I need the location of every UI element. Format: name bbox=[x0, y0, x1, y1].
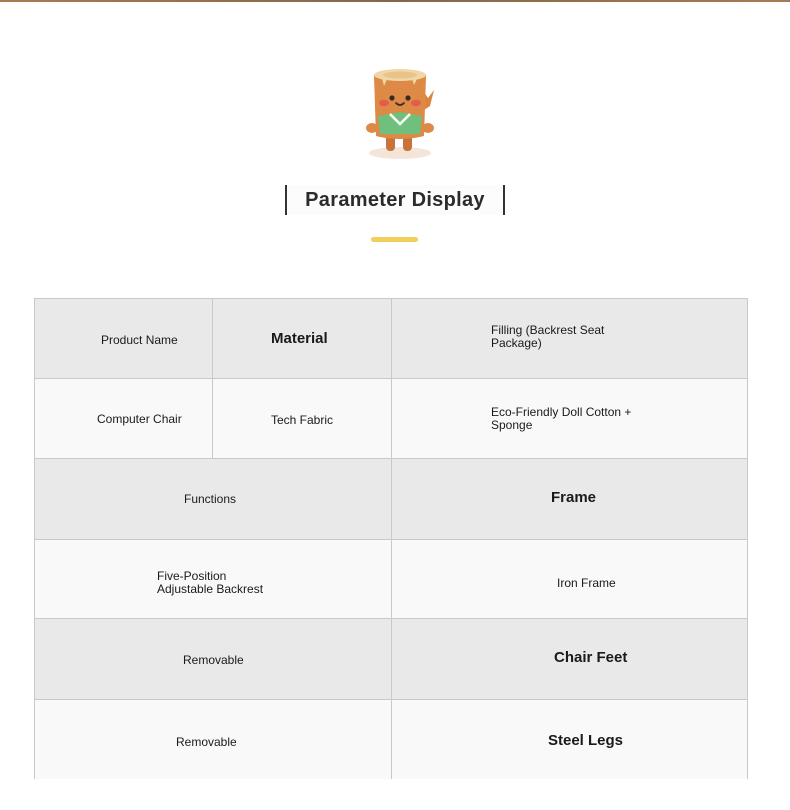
cell-text: Frame bbox=[551, 489, 597, 506]
cell-text: Removable bbox=[183, 653, 244, 667]
cell-text: Computer Chair bbox=[97, 412, 182, 426]
table-cell bbox=[213, 299, 392, 378]
cell-text: Material bbox=[271, 330, 328, 347]
title-right-bar bbox=[503, 185, 505, 215]
table-cell bbox=[35, 379, 213, 458]
table-row bbox=[35, 540, 747, 619]
table-cell bbox=[392, 379, 747, 458]
table-row bbox=[35, 459, 747, 540]
table-row bbox=[35, 700, 747, 779]
table-row bbox=[35, 379, 747, 459]
top-divider-line bbox=[0, 0, 790, 2]
table-cell bbox=[392, 459, 747, 539]
table-cell bbox=[35, 700, 392, 779]
table-cell bbox=[35, 299, 213, 378]
cell-text: Removable bbox=[176, 735, 237, 749]
title-accent-underline bbox=[371, 237, 418, 242]
section-header bbox=[0, 180, 790, 220]
table-cell bbox=[392, 700, 747, 779]
page-title: Parameter Display bbox=[305, 188, 485, 211]
cell-text: Iron Frame bbox=[557, 576, 616, 590]
cell-text: Five-Position Adjustable Backrest bbox=[157, 569, 264, 596]
table-cell bbox=[35, 619, 392, 699]
table-cell bbox=[392, 540, 747, 618]
table-row bbox=[35, 299, 747, 379]
table-cell bbox=[35, 540, 392, 618]
cell-text: Steel Legs bbox=[548, 732, 624, 749]
parameter-table bbox=[34, 298, 748, 779]
cell-text: Eco-Friendly Doll Cotton + Sponge bbox=[491, 405, 632, 432]
cell-text: Functions bbox=[184, 492, 237, 506]
cell-text: Product Name bbox=[101, 333, 178, 347]
cell-text: Chair Feet bbox=[554, 649, 628, 666]
table-cell bbox=[213, 379, 392, 458]
cell-text: Tech Fabric bbox=[271, 413, 334, 427]
table-row bbox=[35, 619, 747, 700]
cell-text: Filling (Backrest Seat Package) bbox=[491, 323, 605, 350]
table-cell bbox=[392, 619, 747, 699]
title-box bbox=[285, 185, 505, 215]
table-cell bbox=[35, 459, 392, 539]
table-cell bbox=[392, 299, 747, 378]
tree-stump-mascot-icon bbox=[360, 62, 440, 162]
